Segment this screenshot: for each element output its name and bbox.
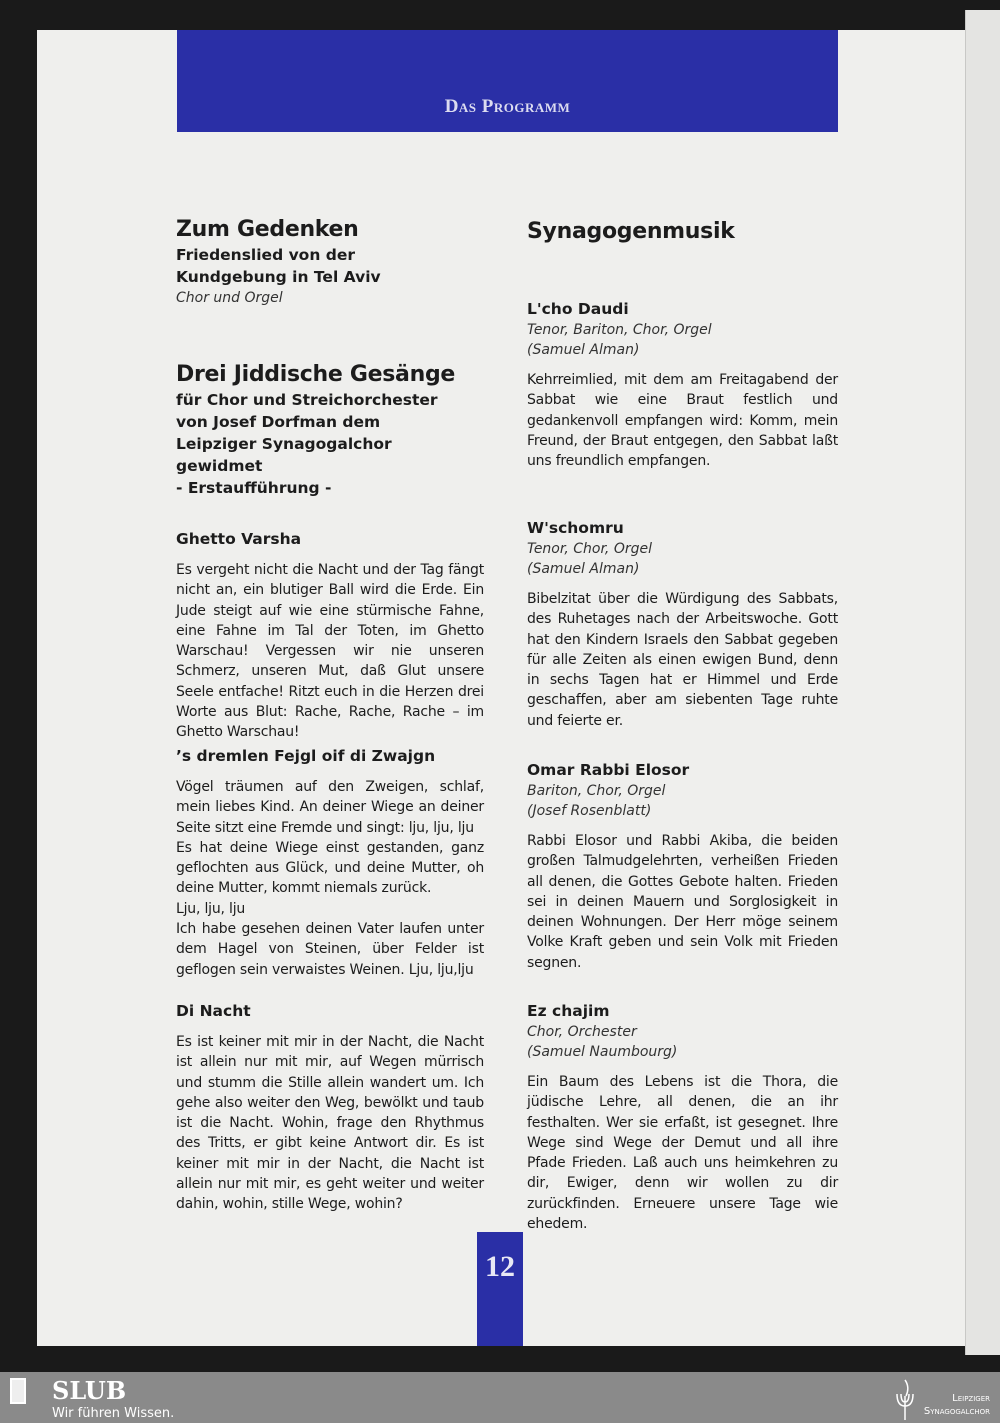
premiere-note: - Erstaufführung -: [176, 479, 332, 497]
section-zum-gedenken: [176, 216, 484, 308]
section-subtitle: für Chor und Streichorchester von Josef Dorfman dem Leipziger Synagogalchor gewidmet: [176, 391, 438, 475]
next-page-edge: [965, 10, 1000, 1355]
piece-ez-chajim: [527, 1000, 838, 1234]
performers: Chor und Orgel: [176, 290, 283, 306]
section-subtitle: Friedenslied von der Kundgebung in Tel Aviv: [176, 246, 381, 286]
header-title: Das Programm: [444, 96, 571, 117]
song-text: Vögel träumen auf den Zweigen, schlaf, mein liebes Kind. An deiner Wiege an deiner Seite sitzt eine Fremde und singt: lju, lju, lju Es hat deine Wiege einst gestanden, ganz geflochten aus Glück, und deine Mutter, oh deine Mutter, kommt niemals zurück. Lju, lju, lju Ich habe gesehen deinen Vater laufen unter dem Hagel von Steinen, über Felder ist geflogen sein verwaistes Weinen. Lju, lju,lju: [176, 779, 484, 978]
piece-text: Bibelzitat über die Würdigung des Sabbats, des Ruhetages nach der Arbeitswoche. Gott hat den Kindern Israels den Sabbat gegeben für alle Zeiten als einen ewigen Bund, denn in sechs Tagen hat er Himmel und Erde geschaffen, aber am siebenten Tage ruhte und feierte er.: [527, 591, 838, 729]
song-title: Di Nacht: [176, 1002, 251, 1020]
piece-text: Kehrreimlied, mit dem am Freitagabend der Sabbat wie eine Braut festlich und gedankenvoll empfangen wird: Komm, mein Freund, der Braut entgegen, den Sabbat laßt uns freundlich empfangen.: [527, 372, 838, 470]
performers: Bariton, Chor, Orgel: [527, 783, 666, 799]
section-synagogenmusik: [527, 218, 838, 246]
menorah-icon: [894, 1376, 916, 1420]
composer: (Samuel Alman): [527, 342, 640, 358]
song-ghetto-varsha: [176, 528, 484, 743]
piece-wschomru: [527, 517, 838, 731]
song-text: Es ist keiner mit mir in der Nacht, die Nacht ist allein nur mit mir, auf Wegen mürrisch und stumm die Stille allein wandert um. Ich gehe also weiter den Weg, bewölkt und taub ist die Nacht. Wohin, frage den Rhythmus des Tritts, er gibt keine Antwort dir. Es ist keiner mit mir in der Nacht, die Nacht ist allein nur mit mir, es geht weiter und weiter dahin, wohin, stille Wege, wohin?: [176, 1034, 484, 1213]
section-title: Zum Gedenken: [176, 217, 359, 242]
performers: Tenor, Bariton, Chor, Orgel: [527, 322, 712, 338]
piece-lcho-daudi: [527, 298, 838, 471]
piece-text: Ein Baum des Lebens ist die Thora, die jüdische Lehre, all denen, die an ihr festhalten. Wer sie erfaßt, ist gesegnet. Ihre Wege sind Wege der Demut und all ihre Pfade Frieden. Laß auch uns heimkehren zu dir, Ewiger, denn wir wollen zu dir zurückfinden. Erneuere unsere Tage wie ehedem.: [527, 1074, 838, 1233]
section-title: Drei Jiddische Gesänge: [176, 362, 456, 387]
header-banner: [177, 30, 838, 132]
slub-slogan: Wir führen Wissen.: [52, 1406, 175, 1421]
synagogalchor-logo[interactable]: Leipziger Synagogalchor: [923, 1393, 990, 1417]
footer-bar: [0, 1372, 1000, 1423]
piece-title: Ez chajim: [527, 1002, 610, 1020]
song-text: Es vergeht nicht die Nacht und der Tag fängt nicht an, ein blutiger Ball wird die Erde. Ein Jude steigt auf wie eine stürmische Fahne, eine Fahne im Tal der Toten, im Ghetto Warschau! Vergessen wir nie unseren Schmerz, unseren Mut, daß Glut unsere Seele entfache! Ritzt euch in die Herzen drei Worte aus Blut: Rache, Rache, Rache – im Ghetto Warschau!: [176, 562, 484, 741]
song-di-nacht: [176, 1000, 484, 1215]
song-title: Ghetto Varsha: [176, 530, 302, 548]
slub-book-icon: [10, 1378, 26, 1404]
page-number: 12: [485, 1250, 515, 1283]
piece-text: Rabbi Elosor und Rabbi Akiba, die beiden großen Talmudgelehrten, verheißen Frieden all denen, die Gottes Gebote halten. Frieden sei in deinen Mauern und Sorglosigkeit in deinen Wohnungen. Der Herr möge seinem Volke Kraft geben und sein Volk mit Frieden segnen.: [527, 833, 838, 971]
performers: Tenor, Chor, Orgel: [527, 541, 652, 557]
composer: (Josef Rosenblatt): [527, 803, 652, 819]
slub-logo[interactable]: SLUB: [52, 1376, 127, 1405]
performers: Chor, Orchester: [527, 1024, 637, 1040]
page-number-tab: [477, 1232, 523, 1346]
song-title: ’s dremlen Fejgl oif di Zwajgn: [176, 747, 436, 765]
composer: (Samuel Naumbourg): [527, 1044, 678, 1060]
piece-omar-rabbi-elosor: [527, 759, 838, 973]
piece-title: Omar Rabbi Elosor: [527, 761, 690, 779]
section-title: Synagogenmusik: [527, 219, 735, 244]
section-drei-jiddische: [176, 361, 484, 499]
piece-title: W'schomru: [527, 519, 624, 537]
song-dremlen-fejgl: [176, 745, 484, 980]
composer: (Samuel Alman): [527, 561, 640, 577]
piece-title: L'cho Daudi: [527, 300, 629, 318]
